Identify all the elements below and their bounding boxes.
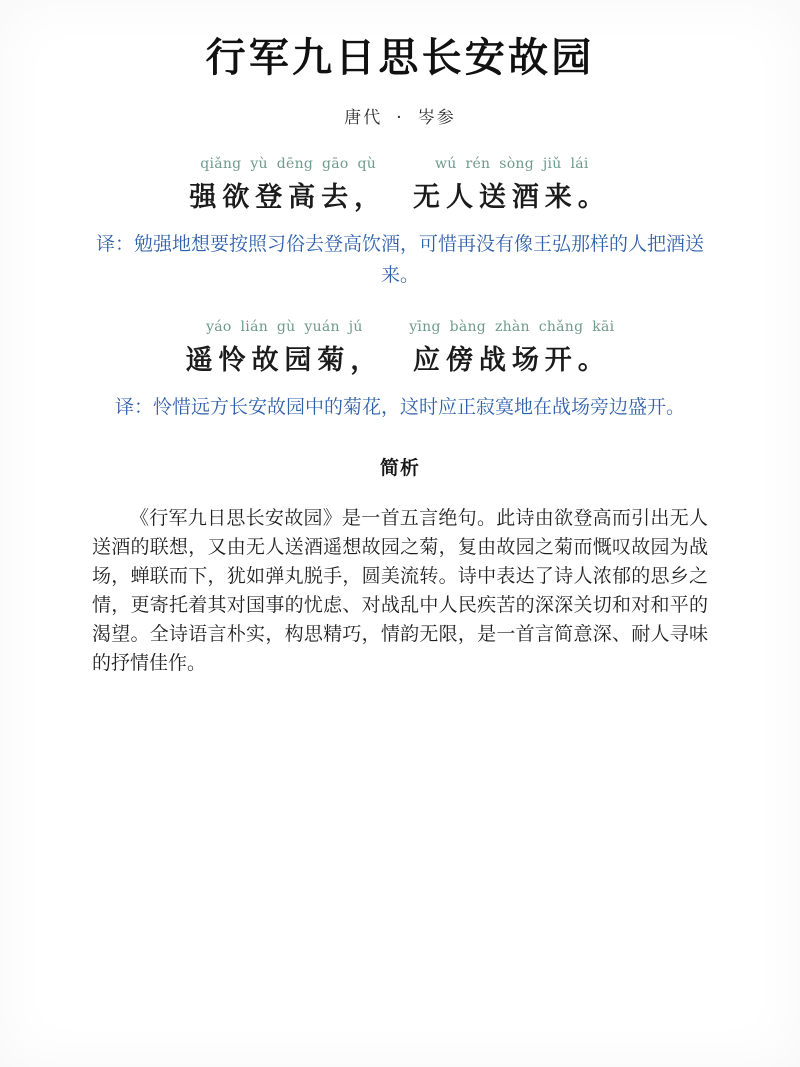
verse-line-2 (0, 319, 800, 377)
poem-title: 行军九日思长安故园 (205, 34, 595, 81)
dynasty-label: 唐代 (344, 108, 383, 128)
separator-dot: · (396, 108, 404, 128)
author-name: 岑参 (417, 108, 456, 128)
verse-2-segment-1 (186, 319, 384, 377)
poem-line: 遥怜故园菊， (185, 345, 384, 376)
verse-1-segment-2 (413, 156, 611, 214)
poem-line: 应傍战场开。 (413, 345, 611, 376)
author-line (0, 103, 800, 128)
translation-1: 译：勉强地想要按照习俗去登高饮酒，可惜再没有像王弘那样的人把酒送来。 (95, 233, 704, 286)
verse-1-segment-1 (189, 156, 387, 214)
analysis-heading: 简析 (380, 457, 420, 479)
verse-block-1 (0, 156, 800, 291)
verse-2-segment-2 (409, 319, 614, 377)
translation-2: 译：怜惜远方长安故园中的菊花，这时应正寂寞地在战场旁边盛开。 (114, 396, 685, 418)
analysis-body: 《行军九日思长安故园》是一首五言绝句。此诗由欲登高而引出无人送酒的联想，又由无人送酒遥想故园之菊，复由故园之菊而慨叹故园为战场，蝉联而下，犹如弹丸脱手，圆美流转。诗中表达了诗人浓郁的思乡之情，更寄托着其对国事的忧虑、对战乱中人民疾苦的深深关切和对和平的渴望。全诗语言朴实，构思精巧，情韵无限，是一首言简意深、耐人寻味的抒情佳作。 (92, 507, 708, 674)
pinyin-line: yáo lián gù yuán jú (206, 319, 363, 335)
pinyin-line: qiǎng yù dēng gāo qù (200, 156, 377, 172)
verse-block-2 (0, 319, 800, 423)
verse-line-1 (0, 156, 800, 214)
pinyin-line: yīng bàng zhàn chǎng kāi (409, 319, 615, 335)
poem-line: 无人送酒来。 (413, 182, 611, 213)
poem-line: 强欲登高去， (189, 182, 387, 213)
pinyin-line: wú rén sòng jiǔ lái (434, 156, 589, 172)
